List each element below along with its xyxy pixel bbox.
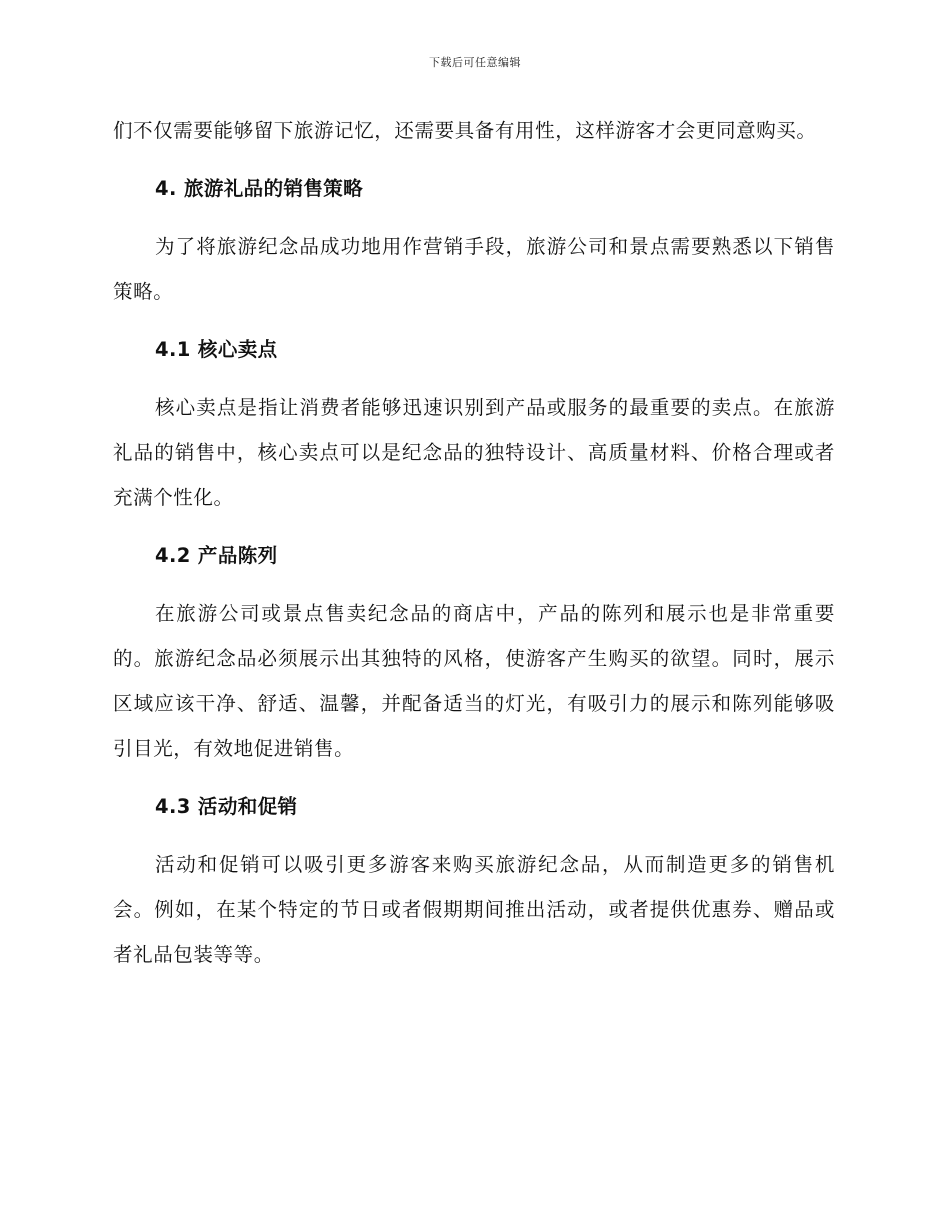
intro-paragraph: 们不仅需要能够留下旅游记忆，还需要具备有用性，这样游客才会更同意购买。 [113,119,817,142]
section-4-paragraph: 为了将旅游纪念品成功地用作营销手段，旅游公司和景点需要熟悉以下销售策略。 [113,235,835,303]
section-4-heading: 4. 旅游礼品的销售策略 [155,177,364,200]
section-4-3-heading: 4.3 活动和促销 [155,795,298,818]
section-4-1-paragraph: 核心卖点是指让消费者能够迅速识别到产品或服务的最重要的卖点。在旅游礼品的销售中，核心卖点可以是纪念品的独特设计、高质量材料、价格合理或者充满个性化。 [113,396,835,509]
document-body [113,108,835,977]
section-4-3-paragraph: 活动和促销可以吸引更多游客来购买旅游纪念品，从而制造更多的销售机会。例如，在某个特定的节日或者假期期间推出活动，或者提供优惠券、赠品或者礼品包装等等。 [113,853,835,966]
page-header-note: 下载后可任意编辑 [429,56,521,69]
section-4-1-heading: 4.1 核心卖点 [155,338,278,361]
section-4-2-paragraph: 在旅游公司或景点售卖纪念品的商店中，产品的陈列和展示也是非常重要的。旅游纪念品必须展示出其独特的风格，使游客产生购买的欲望。同时，展示区域应该干净、舒适、温馨，并配备适当的灯光，有吸引力的展示和陈列能够吸引目光，有效地促进销售。 [113,602,835,760]
section-4-2-heading: 4.2 产品陈列 [155,544,278,567]
